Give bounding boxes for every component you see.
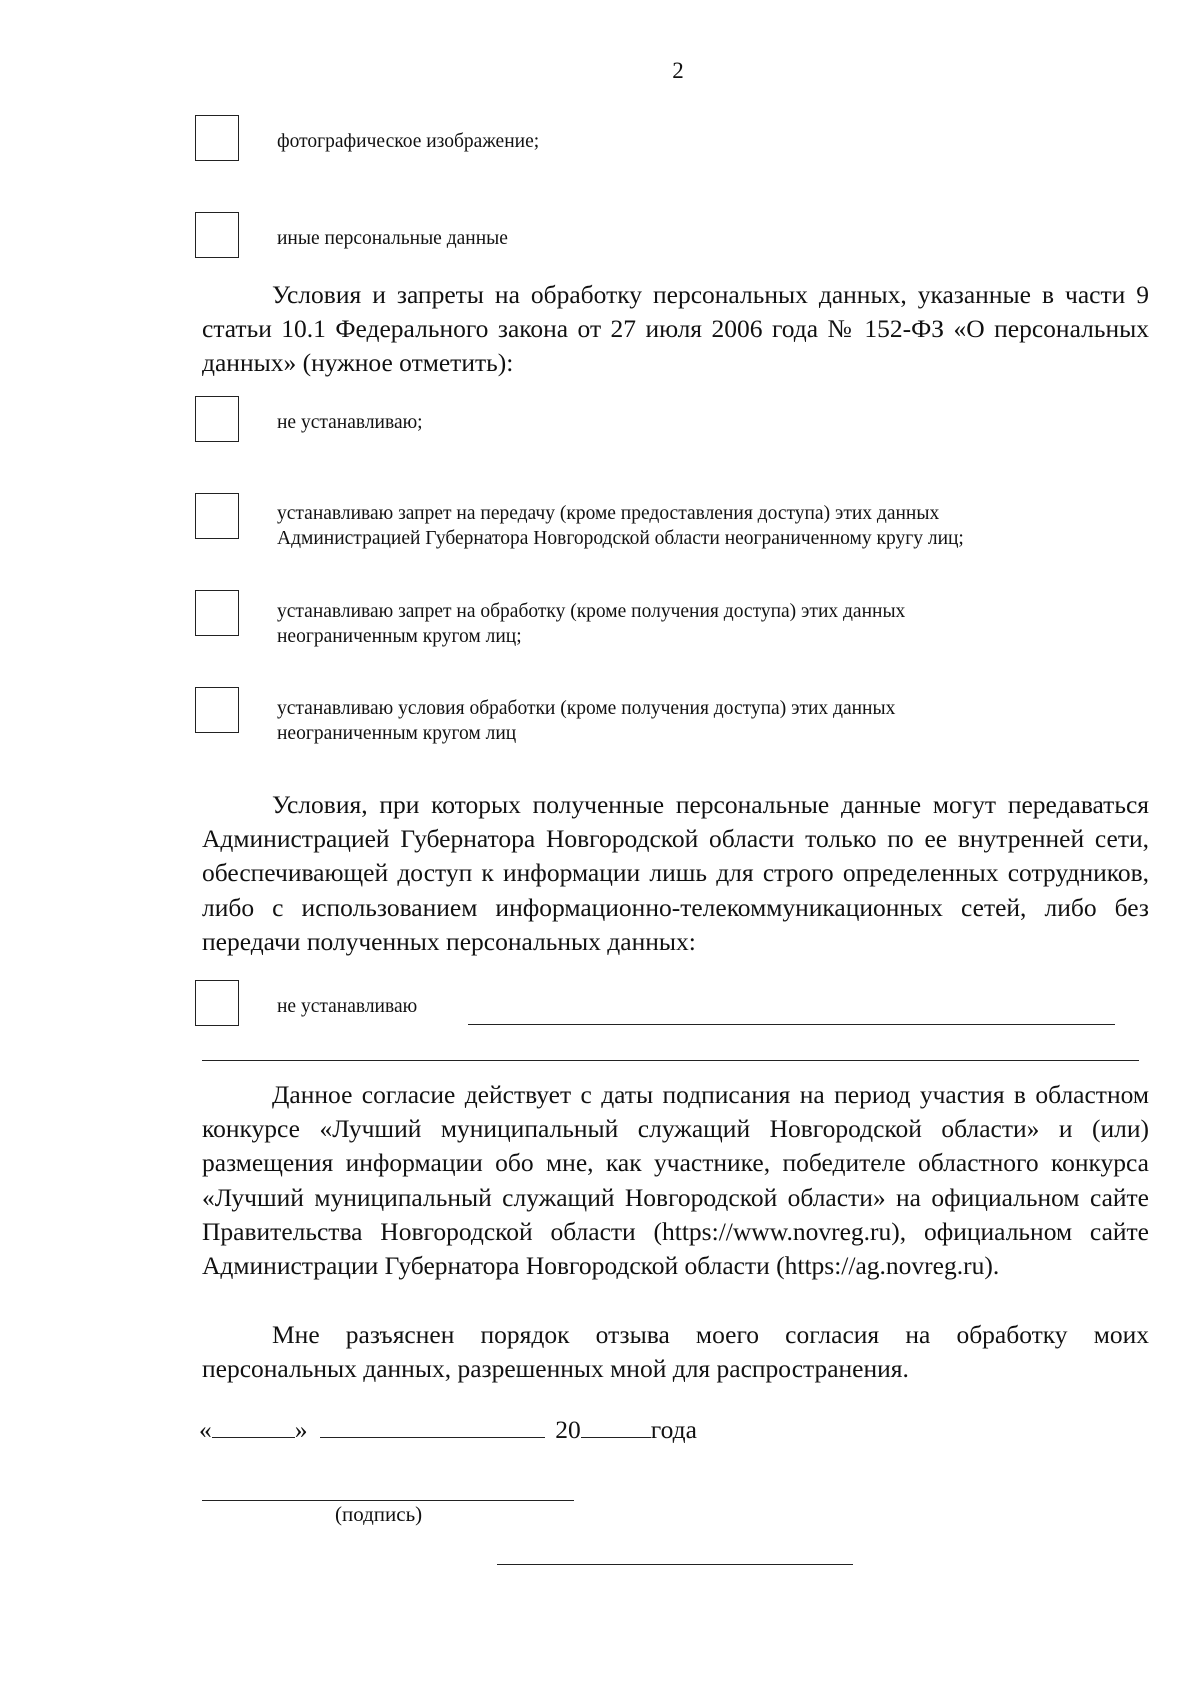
transfer-conditions-field-line-2[interactable] bbox=[202, 1060, 1139, 1061]
option-transfer-not-set-label: не устанавливаю bbox=[277, 996, 418, 1017]
signature-line[interactable] bbox=[202, 1500, 574, 1501]
checkbox-other-data[interactable] bbox=[195, 212, 239, 258]
checkbox-transfer-not-set[interactable] bbox=[195, 980, 239, 1026]
transfer-paragraph: Условия, при которых полученные персональные данные могут передаваться Администрацией Губернатора Новгородской области только по ее внутренней сети, обеспечивающей доступ к информации лишь для строго определенных сотрудников, либо с использованием информационно-телекоммуникационных сетей, либо без передачи полученных персональных данных: bbox=[202, 790, 1149, 956]
month-field[interactable] bbox=[320, 1413, 545, 1438]
signature-label: (подпись) bbox=[335, 1502, 423, 1526]
checkbox-ban-transfer[interactable] bbox=[195, 493, 239, 539]
transfer-conditions-field-line-1[interactable] bbox=[468, 1024, 1115, 1025]
revocation-paragraph: Мне разъяснен порядок отзыва моего согласия на обработку моих персональных данных, разрешенных мной для распространения. bbox=[202, 1320, 1149, 1384]
page-number: 2 bbox=[672, 58, 684, 83]
option-ban-processing-label: устанавливаю запрет на обработку (кроме получения доступа) этих данных неограниченным кругом лиц; bbox=[277, 601, 906, 647]
option-other-data-label: иные персональные данные bbox=[277, 228, 508, 249]
validity-paragraph: Данное согласие действует с даты подписания на период участия в областном конкурсе «Лучший муниципальный служащий Новгородской области» и (или) размещения информации обо мне, как участнике, победителе областного конкурса «Лучший муниципальный служащий Новгородской области» на официальном сайте Правительства Новгородской области (https://www.novreg.ru), официальном сайте Администрации Губернатора Новгородской области (https://ag.novreg.ru). bbox=[202, 1080, 1149, 1281]
checkbox-processing-conditions[interactable] bbox=[195, 687, 239, 733]
name-line[interactable] bbox=[497, 1564, 853, 1565]
conditions-paragraph: Условия и запреты на обработку персональных данных, указанные в части 9 статьи 10.1 Федерального закона от 27 июля 2006 года № 152-ФЗ «О персональных данных» (нужное отметить): bbox=[202, 280, 1149, 378]
checkbox-photo[interactable] bbox=[195, 115, 239, 161]
checkbox-not-set[interactable] bbox=[195, 396, 239, 442]
option-not-set-label: не устанавливаю; bbox=[277, 412, 423, 433]
day-field[interactable] bbox=[212, 1413, 295, 1438]
option-ban-transfer-label: устанавливаю запрет на передачу (кроме предоставления доступа) этих данных Администрацией Губернатора Новгородской области неограниченному кругу лиц; bbox=[277, 503, 964, 549]
checkbox-ban-processing[interactable] bbox=[195, 590, 239, 636]
year-field[interactable] bbox=[581, 1413, 651, 1438]
date-line: « » 20 года bbox=[199, 1415, 697, 1444]
option-photo-label: фотографическое изображение; bbox=[277, 131, 540, 152]
option-processing-conditions-label: устанавливаю условия обработки (кроме получения доступа) этих данных неограниченным кругом лиц bbox=[277, 698, 896, 744]
